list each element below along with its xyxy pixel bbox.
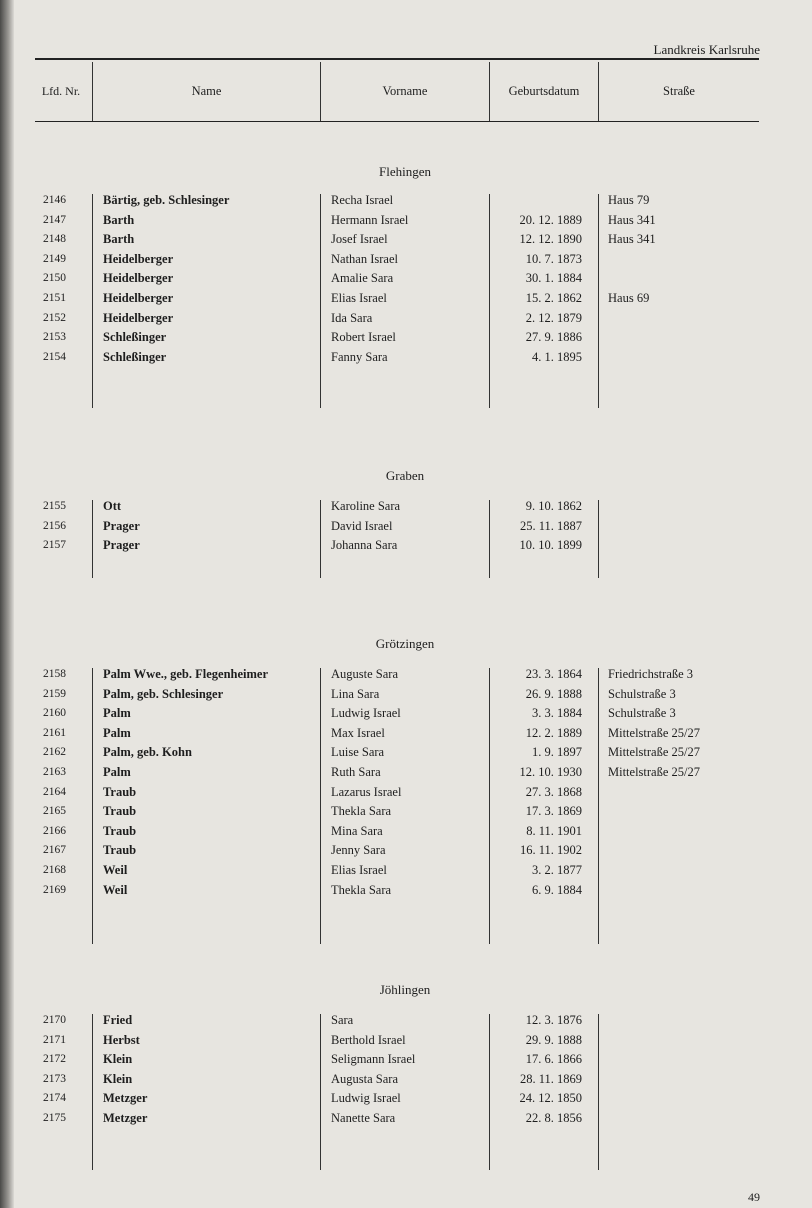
cell-nr: 2173: [43, 1072, 66, 1085]
section-title: Jöhlingen: [379, 982, 431, 997]
cell-geburtsdatum: 12. 12. 1890: [519, 232, 582, 247]
header-divider: [320, 62, 321, 121]
cell-vorname: Hermann Israel: [331, 212, 409, 227]
cell-name: Palm: [103, 765, 131, 779]
cell-nr: 2171: [43, 1033, 66, 1046]
cell-nr: 2169: [43, 883, 66, 896]
cell-vorname: Lina Sara: [331, 686, 380, 701]
column-divider: [598, 668, 599, 944]
cell-nr: 2146: [43, 194, 66, 206]
cell-strasse: Mittelstraße 25/27: [608, 725, 700, 740]
cell-nr: 2161: [43, 726, 66, 739]
cell-nr: 2148: [43, 233, 66, 246]
column-divider: [92, 1014, 93, 1170]
cell-vorname: Sara: [331, 1013, 354, 1027]
column-divider: [598, 194, 599, 408]
cell-vorname: Berthold Israel: [331, 1032, 406, 1047]
cell-vorname: Recha Israel: [331, 193, 394, 207]
cell-geburtsdatum: 17. 6. 1866: [525, 1052, 582, 1067]
cell-vorname: Karoline Sara: [331, 499, 401, 513]
cell-nr: 2158: [43, 668, 66, 680]
cell-nr: 2166: [43, 824, 66, 837]
cell-geburtsdatum: 26. 9. 1888: [525, 686, 582, 701]
cell-geburtsdatum: 28. 11. 1869: [519, 1071, 582, 1086]
cell-geburtsdatum: 8. 11. 1901: [526, 823, 582, 838]
cell-geburtsdatum: 20. 12. 1889: [519, 212, 582, 227]
cell-name: Traub: [103, 804, 137, 819]
cell-vorname: Lazarus Israel: [331, 784, 402, 799]
cell-vorname: Luise Sara: [331, 745, 385, 760]
cell-name: Weil: [103, 863, 128, 877]
cell-vorname: Augusta Sara: [331, 1071, 398, 1086]
cell-geburtsdatum: 16. 11. 1902: [519, 843, 582, 858]
column-divider: [320, 668, 321, 944]
cell-vorname: Nanette Sara: [331, 1111, 396, 1125]
cell-geburtsdatum: 25. 11. 1887: [519, 518, 582, 533]
cell-name: Traub: [103, 823, 137, 838]
cell-nr: 2165: [43, 805, 66, 818]
cell-geburtsdatum: 12. 3. 1876: [525, 1013, 582, 1027]
header-divider: [92, 62, 93, 121]
cell-name: Heidelberger: [103, 291, 174, 305]
column-divider: [598, 1014, 599, 1170]
column-divider: [92, 194, 93, 408]
cell-nr: 2175: [43, 1112, 66, 1124]
cell-geburtsdatum: 10. 10. 1899: [519, 538, 582, 553]
header-top-rule: [35, 58, 759, 60]
page-number: 49: [748, 1190, 760, 1204]
cell-name: Heidelberger: [103, 251, 174, 266]
cell-strasse: Schulstraße 3: [608, 706, 676, 721]
cell-name: Herbst: [103, 1032, 140, 1047]
cell-geburtsdatum: 9. 10. 1862: [525, 499, 582, 513]
header-divider: [598, 62, 599, 121]
cell-name: Barth: [103, 232, 135, 247]
column-header-geburtsdatum: Geburtsdatum: [508, 84, 580, 98]
cell-geburtsdatum: 3. 2. 1877: [532, 863, 582, 877]
cell-nr: 2154: [43, 350, 66, 363]
column-divider: [320, 500, 321, 578]
cell-name: Weil: [103, 882, 128, 897]
cell-strasse: Mittelstraße 25/27: [608, 745, 700, 760]
cell-vorname: Ida Sara: [331, 310, 373, 325]
cell-name: Palm: [103, 725, 131, 740]
cell-vorname: Jenny Sara: [331, 843, 386, 858]
cell-nr: 2147: [43, 213, 66, 226]
cell-nr: 2155: [43, 500, 66, 512]
cell-name: Traub: [103, 784, 137, 799]
cell-strasse: Mittelstraße 25/27: [608, 765, 700, 779]
cell-geburtsdatum: 27. 3. 1868: [525, 784, 582, 799]
cell-vorname: Nathan Israel: [331, 251, 398, 266]
cell-strasse: Friedrichstraße 3: [608, 667, 694, 681]
column-header-name: Name: [191, 84, 222, 98]
cell-vorname: Ruth Sara: [331, 765, 381, 779]
cell-geburtsdatum: 22. 8. 1856: [525, 1111, 582, 1125]
cell-nr: 2170: [43, 1014, 66, 1026]
cell-geburtsdatum: 17. 3. 1869: [525, 804, 582, 819]
cell-vorname: Auguste Sara: [331, 667, 398, 681]
cell-nr: 2152: [43, 311, 66, 324]
cell-name: Prager: [103, 538, 140, 553]
cell-name: Traub: [103, 843, 137, 858]
section-title: Grötzingen: [375, 636, 435, 651]
cell-nr: 2164: [43, 785, 66, 798]
cell-vorname: David Israel: [331, 518, 393, 533]
cell-vorname: Johanna Sara: [331, 538, 398, 553]
cell-geburtsdatum: 29. 9. 1888: [525, 1032, 582, 1047]
section-title: Flehingen: [379, 164, 431, 179]
cell-nr: 2150: [43, 272, 66, 285]
cell-strasse: Schulstraße 3: [608, 686, 676, 701]
column-divider: [598, 500, 599, 578]
cell-vorname: Max Israel: [331, 725, 385, 740]
cell-geburtsdatum: 1. 9. 1897: [532, 745, 582, 760]
cell-geburtsdatum: 12. 2. 1889: [525, 725, 582, 740]
cell-vorname: Robert Israel: [331, 330, 396, 345]
cell-vorname: Elias Israel: [331, 291, 387, 305]
cell-strasse: Haus 341: [608, 212, 656, 227]
header-divider: [489, 62, 490, 121]
cell-strasse: Haus 69: [608, 291, 650, 305]
cell-vorname: Elias Israel: [331, 863, 387, 877]
cell-name: Barth: [103, 212, 135, 227]
cell-geburtsdatum: 2. 12. 1879: [525, 310, 582, 325]
cell-name: Metzger: [103, 1111, 148, 1125]
cell-name: Palm Wwe., geb. Flegenheimer: [103, 667, 269, 681]
cell-name: Ott: [103, 499, 122, 513]
cell-nr: 2151: [43, 292, 66, 304]
cell-geburtsdatum: 15. 2. 1862: [525, 291, 582, 305]
cell-nr: 2153: [43, 331, 66, 344]
section-title: Graben: [385, 468, 425, 483]
binding-edge: [0, 0, 14, 1208]
cell-name: Bärtig, geb. Schlesinger: [103, 193, 230, 207]
cell-geburtsdatum: 4. 1. 1895: [532, 349, 582, 364]
column-header-vorname: Vorname: [382, 84, 428, 98]
cell-vorname: Thekla Sara: [331, 882, 392, 897]
column-divider: [92, 668, 93, 944]
cell-nr: 2156: [43, 519, 66, 532]
cell-vorname: Amalie Sara: [331, 271, 394, 286]
cell-geburtsdatum: 27. 9. 1886: [525, 330, 582, 345]
cell-geburtsdatum: 3. 3. 1884: [532, 706, 582, 721]
cell-geburtsdatum: 12. 10. 1930: [519, 765, 582, 779]
cell-nr: 2172: [43, 1053, 66, 1066]
cell-name: Heidelberger: [103, 310, 174, 325]
cell-geburtsdatum: 6. 9. 1884: [532, 882, 582, 897]
cell-strasse: Haus 341: [608, 232, 656, 247]
cell-nr: 2160: [43, 707, 66, 720]
cell-name: Palm, geb. Schlesinger: [103, 686, 224, 701]
cell-geburtsdatum: 24. 12. 1850: [519, 1091, 582, 1106]
column-divider: [320, 194, 321, 408]
cell-geburtsdatum: 30. 1. 1884: [525, 271, 582, 286]
cell-name: Metzger: [103, 1091, 148, 1106]
cell-name: Palm, geb. Kohn: [103, 745, 192, 760]
cell-name: Fried: [103, 1013, 133, 1027]
cell-nr: 2163: [43, 766, 66, 778]
cell-vorname: Thekla Sara: [331, 804, 392, 819]
cell-vorname: Mina Sara: [331, 823, 383, 838]
cell-name: Klein: [103, 1071, 133, 1086]
cell-name: Schleßinger: [103, 330, 167, 345]
column-divider: [92, 500, 93, 578]
cell-name: Prager: [103, 518, 140, 533]
cell-vorname: Josef Israel: [331, 232, 388, 247]
cell-vorname: Fanny Sara: [331, 349, 388, 364]
cell-name: Schleßinger: [103, 349, 167, 364]
cell-vorname: Seligmann Israel: [331, 1052, 416, 1067]
column-header-strasse: Straße: [663, 84, 695, 98]
cell-name: Heidelberger: [103, 271, 174, 286]
cell-nr: 2162: [43, 746, 66, 759]
cell-geburtsdatum: 10. 7. 1873: [525, 251, 582, 266]
region-label: Landkreis Karlsruhe: [653, 42, 760, 57]
cell-nr: 2157: [43, 539, 66, 552]
cell-nr: 2174: [43, 1092, 66, 1105]
cell-vorname: Ludwig Israel: [331, 706, 401, 721]
cell-geburtsdatum: 23. 3. 1864: [525, 667, 582, 681]
cell-name: Klein: [103, 1052, 133, 1067]
column-header-nr: Lfd. Nr.: [41, 84, 81, 98]
cell-nr: 2149: [43, 252, 66, 265]
header-bottom-rule: [35, 121, 759, 122]
cell-nr: 2167: [43, 844, 66, 857]
cell-name: Palm: [103, 706, 131, 721]
cell-nr: 2168: [43, 864, 66, 876]
cell-vorname: Ludwig Israel: [331, 1091, 401, 1106]
column-divider: [320, 1014, 321, 1170]
cell-strasse: Haus 79: [608, 193, 650, 207]
cell-nr: 2159: [43, 687, 66, 700]
